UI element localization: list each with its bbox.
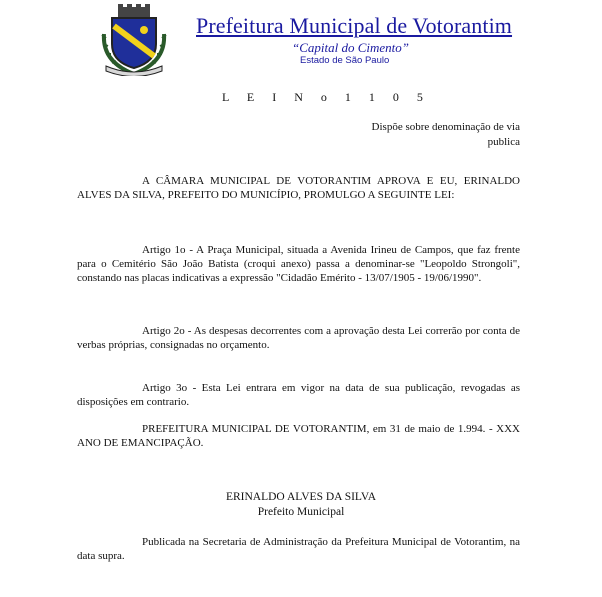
municipal-crest-icon [96, 4, 172, 76]
law-title: L E I N o 1 1 0 5 [222, 90, 431, 104]
publication-note: Publicada na Secretaria de Administração da Prefeitura Municipal de Votorantim, na data supra. [77, 536, 520, 562]
law-summary: Dispõe sobre denominação de via publica [371, 121, 520, 148]
closing-paragraph: PREFEITURA MUNICIPAL DE VOTORANTIM, em 31 de maio de 1.994. - XXX ANO DE EMANCIPAÇÃO. [77, 423, 520, 449]
article-1-paragraph: Artigo 1o - A Praça Municipal, situada a Avenida Irineu de Campos, que faz frente para o Cemitério São João Batista (croqui anexo) passa a denominar-se "Leopoldo Strongoli", constando nas placas indicativas a expressão "Cidadão Emérito - 13/07/1905 - 19/06/1990". [77, 244, 520, 284]
state-name: Estado de São Paulo [300, 55, 390, 66]
signatory-role: Prefeito Municipal [257, 506, 345, 518]
municipality-title: Prefeitura Municipal de Votorantim [196, 13, 513, 38]
municipality-slogan: “Capital do Cimento” [292, 40, 410, 55]
preamble-paragraph: A CÂMARA MUNICIPAL DE VOTORANTIM APROVA E EU, ERINALDO ALVES DA SILVA, PREFEITO DO MUNICÍPIO, PROMULGO A SEGUINTE LEI: [77, 175, 520, 201]
signatory-name: ERINALDO ALVES DA SILVA [225, 491, 377, 503]
article-3-paragraph: Artigo 3o - Esta Lei entrara em vigor na data de sua publicação, revogadas as disposições em contrario. [77, 382, 520, 408]
article-2-paragraph: Artigo 2o - As despesas decorrentes com a aprovação desta Lei correrão por conta de verbas próprias, consignadas no orçamento. [77, 325, 520, 351]
